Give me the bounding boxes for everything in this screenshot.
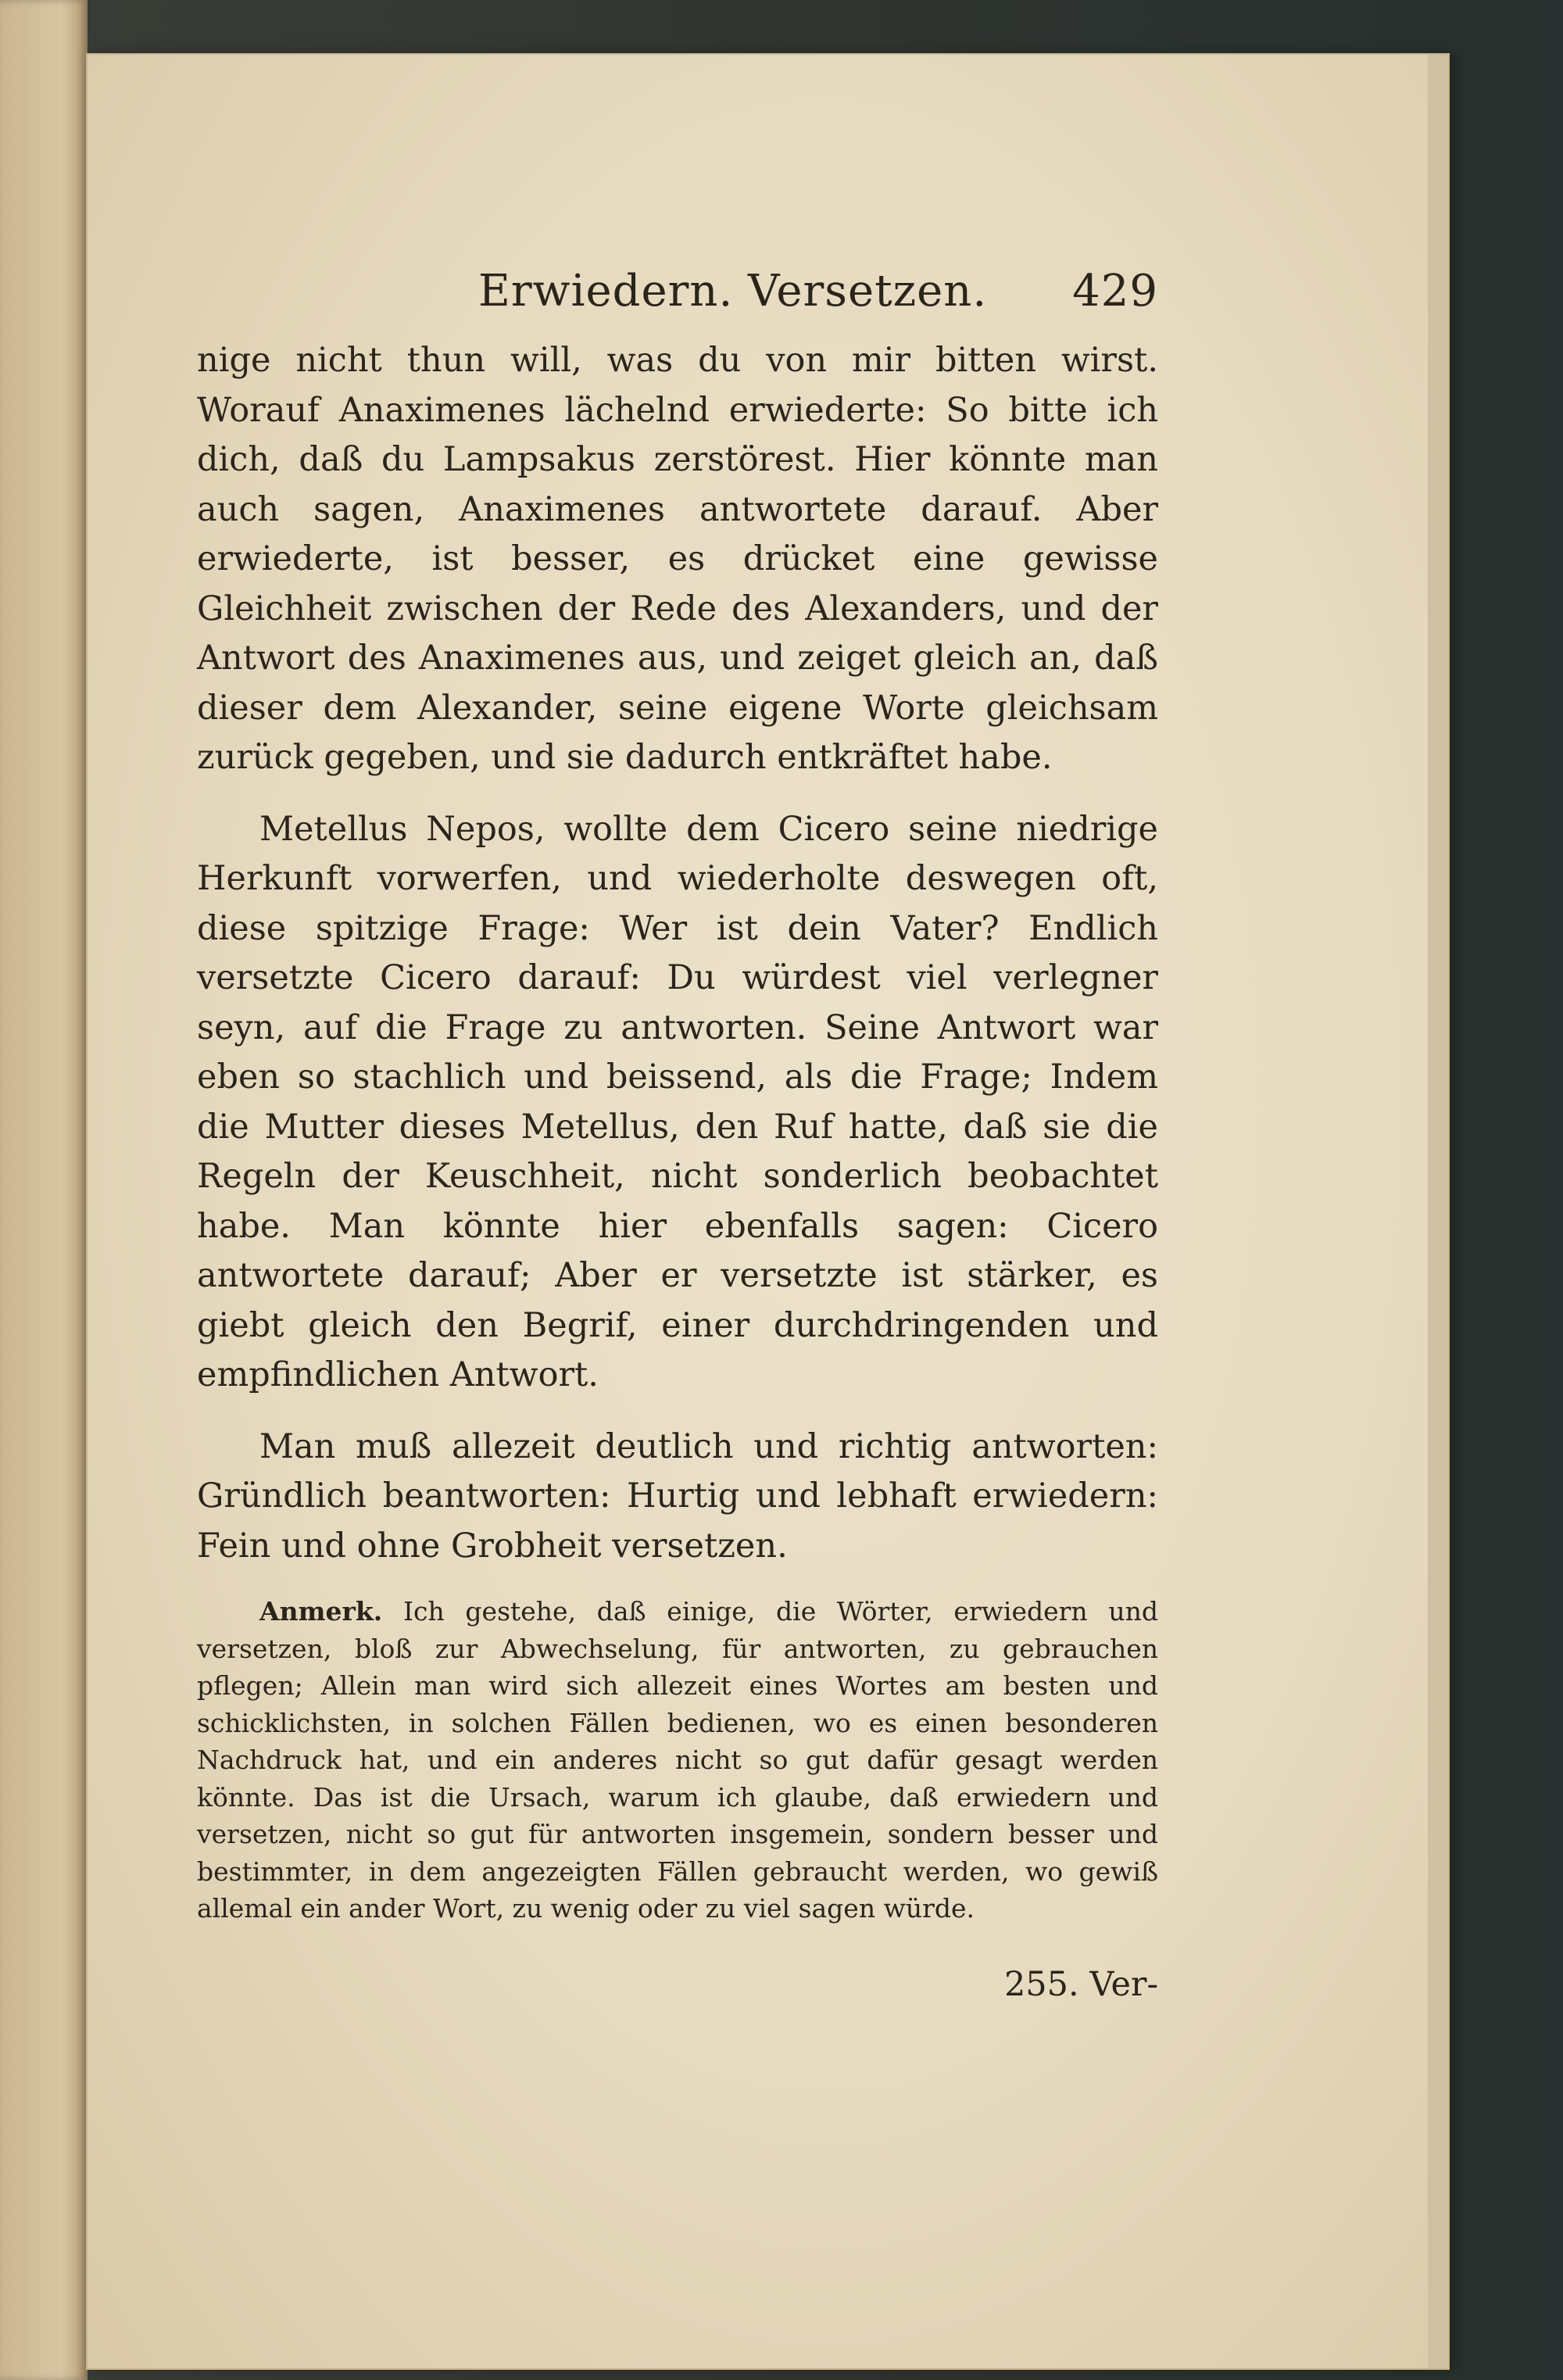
footnote-text: Ich gestehe, daß einige, die Wörter, erwiedern und versetzen, bloß zur Abwechselung, für antworten, zu gebrauchen pflegen; Allein man wird sich allezeit eines Wortes am besten und schicklichsten, in solchen Fällen bedienen, wo es einen besonderen Nachdruck hat, und ein anderes nicht so gut dafür gesagt werden könnte. Das ist die Ursach, warum ich glaube, daß erwiedern und versetzen, nicht so gut für antworten insgemein, sondern besser und bestimmter, in dem angezeigten Fällen gebraucht werden, wo gewiß allemal ein ander Wort, zu wenig oder zu viel sagen würde. [197,1596,1158,1924]
running-head [197,250,1158,336]
left-page-edge [0,0,88,2380]
page-content [197,250,1158,2004]
running-head-title: Erwiedern. Versetzen. [478,266,988,317]
catchword: 255. Ver- [1003,1964,1158,2004]
book-page [88,55,1448,2368]
page-number: 429 [1072,266,1158,317]
footnote [197,1593,1158,1927]
paragraph-2: Metellus Nepos, wollte dem Cicero seine niedrige Herkunft vorwerfen, und wiederholte deswegen oft, diese spitzige Frage: Wer ist dein Vater? Endlich versetzte Cicero darauf: Du würdest viel verlegner seyn, auf die Frage zu antworten. Seine Antwort war eben so stachlich und beissend, als die Frage; Indem die Mutter dieses Metellus, den Ruf hatte, daß sie die Regeln der Keuschheit, nicht sonderlich beobachtet habe. Man könnte hier ebenfalls sagen: Cicero antwortete darauf; Aber er versetzte ist stärker, es giebt gleich den Begrif, einer durchdringenden und empfindlichen Antwort. [197,809,1158,1394]
footnote-label: Anmerk. [259,1596,383,1627]
paragraph-1: nige nicht thun will, was du von mir bitten wirst. Worauf Anaximenes lächelnd erwiederte: So bitte ich dich, daß du Lampsakus zerstörest. Hier könnte man auch sagen, Anaximenes antwortete darauf. Aber erwiederte, ist besser, es drücket eine gewisse Gleichheit zwischen der Rede des Alexanders, und der Antwort des Anaximenes aus, und zeiget gleich an, daß dieser dem Alexander, seine eigene Worte gleichsam zurück gegeben, und sie dadurch entkräftet habe. [197,341,1158,777]
paragraph-3: Man muß allezeit deutlich und richtig antworten: Gründlich beantworten: Hurtig und lebhaft erwiedern: Fein und ohne Grobheit versetzen. [197,1426,1158,1566]
